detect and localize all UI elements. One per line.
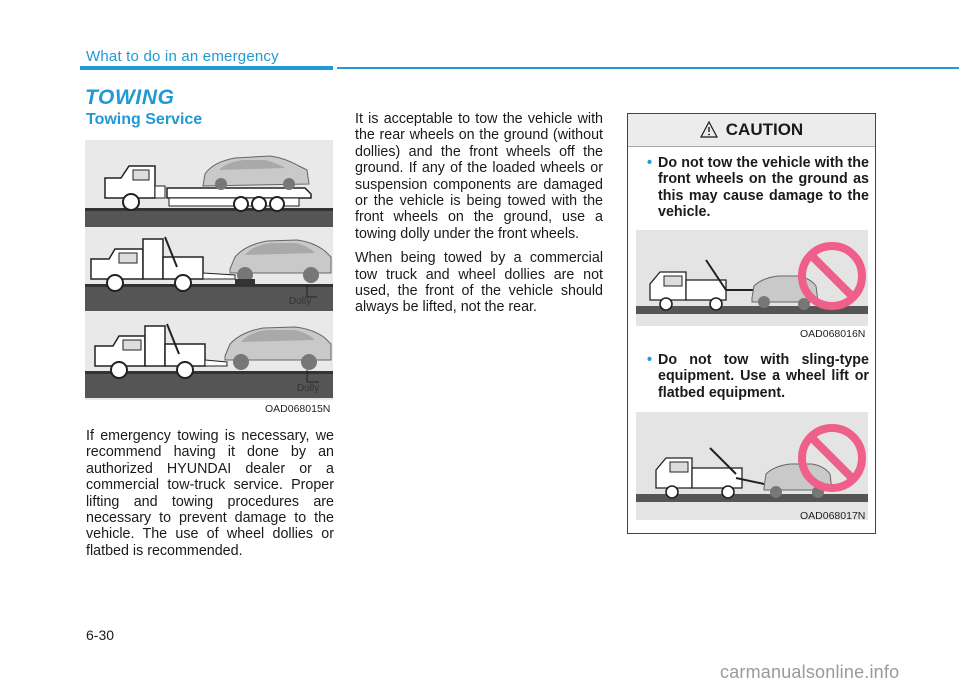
sling-type-towing-prohibited-illustration [636,412,868,520]
watermark: carmanualsonline.info [720,662,900,682]
page-number: 6-30 [86,627,115,643]
dolly-label-1: Dolly [289,296,312,307]
towing-service-text: If emergency towing is necessary, we recommend having it done by an authorized HYUNDAI dealer or a commercial tow-truck service. Proper lifting and towing procedures are necessary to prevent damage to the vehicle. The use of wheel dollies or flatbed is recommended. [86,428,334,559]
section-title: What to do in an emergency [86,48,279,65]
caution-bullet-2: • Do not tow with sling-type equipment. Use a wheel lift or flatbed equipment. [647,352,869,401]
caution-box [627,113,876,534]
heading-towing: TOWING [85,86,175,109]
heading-towing-service: Towing Service [86,111,203,128]
middle-column-text [355,111,603,324]
caution-title: CAUTION [725,120,804,139]
figure-code-caution-1: OAD068016N [800,328,866,340]
middle-paragraph-2: When being towed by a commercial tow truck and wheel dollies are not used, the front of the vehicle should always be lifted, not the rear. [355,250,603,316]
towing-illustration [85,140,333,400]
caution-header [628,114,875,147]
warning-triangle-icon [700,121,718,139]
dolly-label-2: Dolly [297,383,320,394]
caution-bullet-1: • Do not tow the vehicle with the front wheels on the ground as this may cause damage to the vehicle. [647,155,869,221]
bullet-dot-icon: • [647,352,653,368]
bullet-dot-icon: • [647,155,653,171]
figure-code-caution-2: OAD068017N [800,510,866,522]
front-wheels-towing-prohibited-illustration [636,230,868,326]
wheel-lift-dolly-illustration [85,312,333,400]
middle-paragraph-1: It is acceptable to tow the vehicle with the rear wheels on the ground (without dollies) and the front wheels off the ground. If any of the loaded wheels or suspension components are damaged or the vehicle is being towed with the front wheels on the ground, use a towing dolly under the front wheels. [355,111,603,242]
figure-code-left: OAD068015N [265,403,331,415]
header-rule-thin [337,67,959,69]
flatbed-truck-illustration [85,140,333,228]
header-rule-bold [80,66,333,70]
